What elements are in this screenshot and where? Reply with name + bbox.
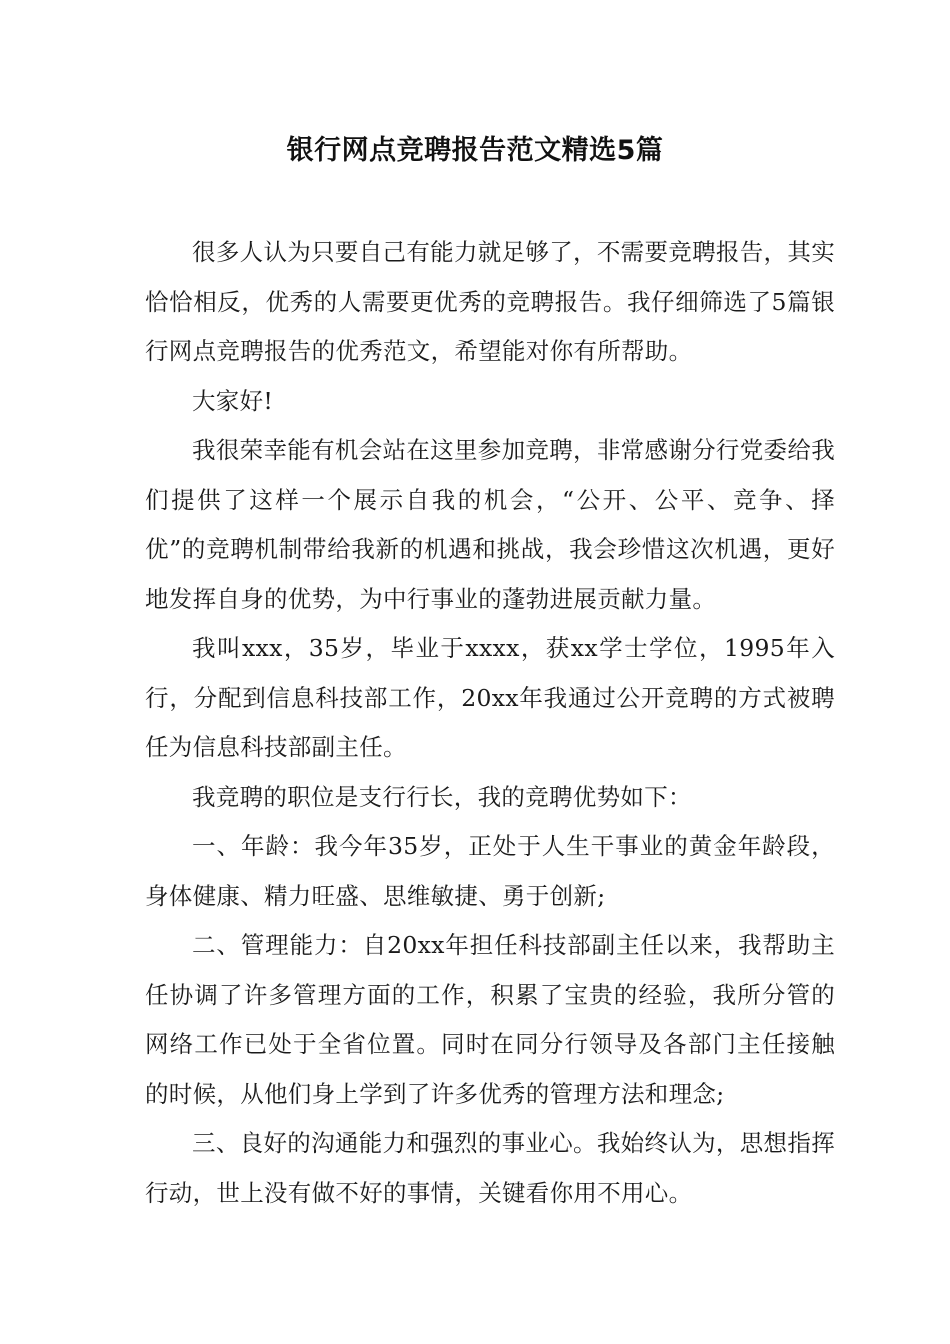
- paragraph-advantage-communication: 三、良好的沟通能力和强烈的事业心。我始终认为，思想指挥行动，世上没有做不好的事情，关键看你用不用心。: [145, 1129, 835, 1207]
- paragraph-greeting: 大家好!: [192, 386, 274, 415]
- document-title: 银行网点竞聘报告范文精选5篇: [286, 135, 664, 166]
- paragraph-position: 我竞聘的职位是支行行长，我的竞聘优势如下：: [192, 782, 692, 811]
- document-body: [145, 228, 835, 1218]
- paragraph-advantage-management: 二、管理能力：自20xx年担任科技部副主任以来，我帮助主任协调了许多管理方面的工作，积累了宝贵的经验，我所分管的网络工作已处于全省位置。同时在同分行领导及各部门主任接触的时候，从他们身上学到了许多优秀的管理方法和理念;: [145, 931, 835, 1108]
- paragraph-intro: 很多人认为只要自己有能力就足够了，不需要竞聘报告，其实恰恰相反，优秀的人需要更优秀的竞聘报告。我仔细筛选了5篇银行网点竞聘报告的优秀范文，希望能对你有所帮助。: [145, 238, 835, 365]
- paragraph-advantage-age: 一、年龄：我今年35岁，正处于人生干事业的黄金年龄段，身体健康、精力旺盛、思维敏捷、勇于创新;: [145, 832, 835, 910]
- paragraph-self-introduction: 我叫xxx，35岁，毕业于xxxx，获xx学士学位，1995年入行，分配到信息科技部工作，20xx年我通过公开竞聘的方式被聘任为信息科技部副主任。: [145, 634, 835, 761]
- paragraph-gratitude: 我很荣幸能有机会站在这里参加竞聘，非常感谢分行党委给我们提供了这样一个展示自我的机会，“公开、公平、竞争、择优”的竞聘机制带给我新的机遇和挑战，我会珍惜这次机遇，更好地发挥自身的优势，为中行事业的蓬勃进展贡献力量。: [145, 436, 835, 613]
